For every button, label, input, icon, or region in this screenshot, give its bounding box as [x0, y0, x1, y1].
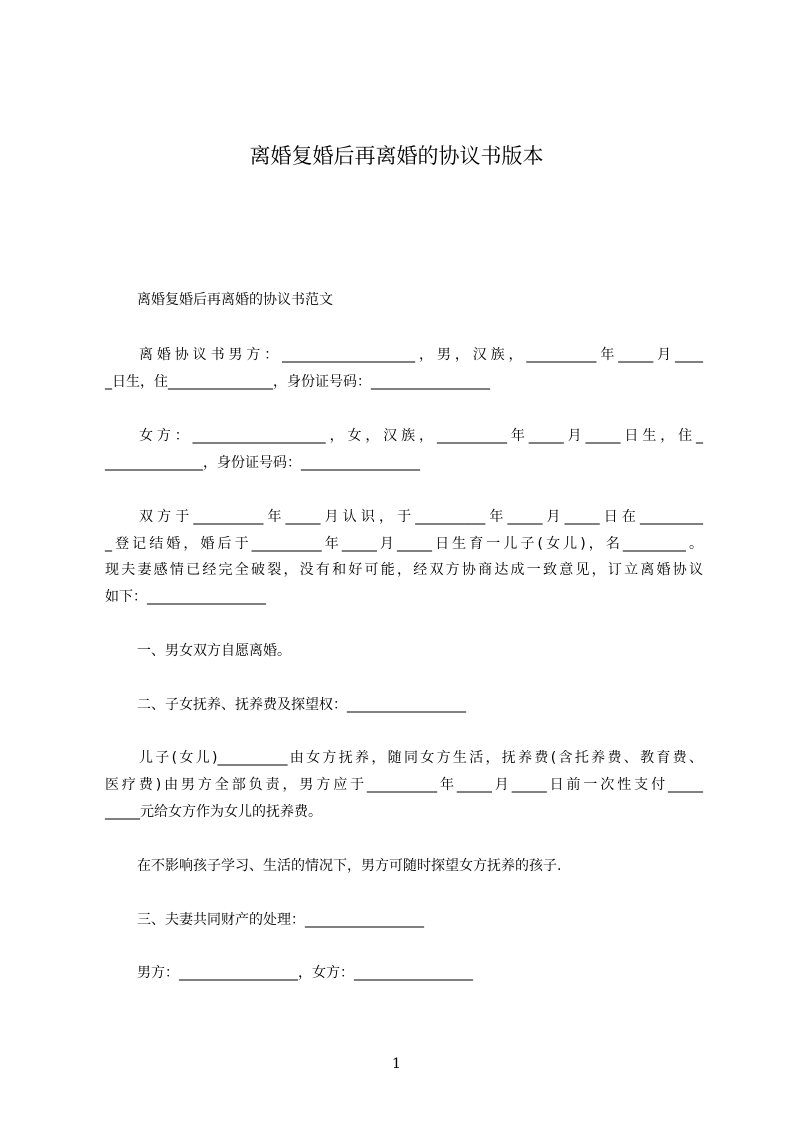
clause-1: 一、男女双方自愿离婚。 — [137, 643, 291, 659]
document-subtitle: 离婚复婚后再离婚的协议书范文 — [137, 292, 333, 308]
custody-line-1: 儿子(女儿)__________由女方抚养，随同女方生活，抚养费(含托养费、教育费、 — [139, 750, 703, 766]
man-info-line-1: 离婚协议书男方：___________________，男，汉族，__________年_____月____ — [139, 347, 703, 363]
woman-info-line-2: ______________，身份证号码：_________________ — [105, 455, 420, 471]
intro-line-3: 现夫妻感情已经完全破裂，没有和好可能，经双方协商达成一致意见，订立离婚协议 — [105, 562, 703, 578]
visitation-clause: 在不影响孩子学习、生活的情况下，男方可随时探望女方抚养的孩子. — [137, 858, 562, 874]
intro-line-2: _登记结婚，婚后于__________年_____月_____日生育一儿子(女儿)，名_________。 — [105, 536, 703, 552]
man-info-line-2: _日生，住_______________，身份证号码：_________________ — [105, 374, 490, 390]
woman-info-line-1: 女方：___________________，女，汉族，__________年_____月_____日生，住_ — [139, 428, 703, 444]
page-number: 1 — [392, 1056, 401, 1072]
clause-2: 二、子女抚养、抚养费及探望权：_________________ — [137, 697, 466, 713]
intro-line-1: 双方于__________年_____月认识，于__________年_____月_____日在_________ — [139, 509, 703, 525]
clause-3: 三、夫妻共同财产的处理：_________________ — [137, 912, 424, 928]
intro-line-4: 如下：_________________ — [105, 589, 266, 605]
document-title: 离婚复婚后再离婚的协议书版本 — [249, 144, 544, 168]
custody-line-2: 医疗费)由男方全部负责，男方应于__________年_____月_____日前一次性支付_____ — [105, 777, 703, 793]
custody-line-3: _____元给女方作为女儿的抚养费。 — [105, 804, 322, 820]
property-parties-line: 男方：_________________，女方：_________________ — [137, 965, 473, 981]
